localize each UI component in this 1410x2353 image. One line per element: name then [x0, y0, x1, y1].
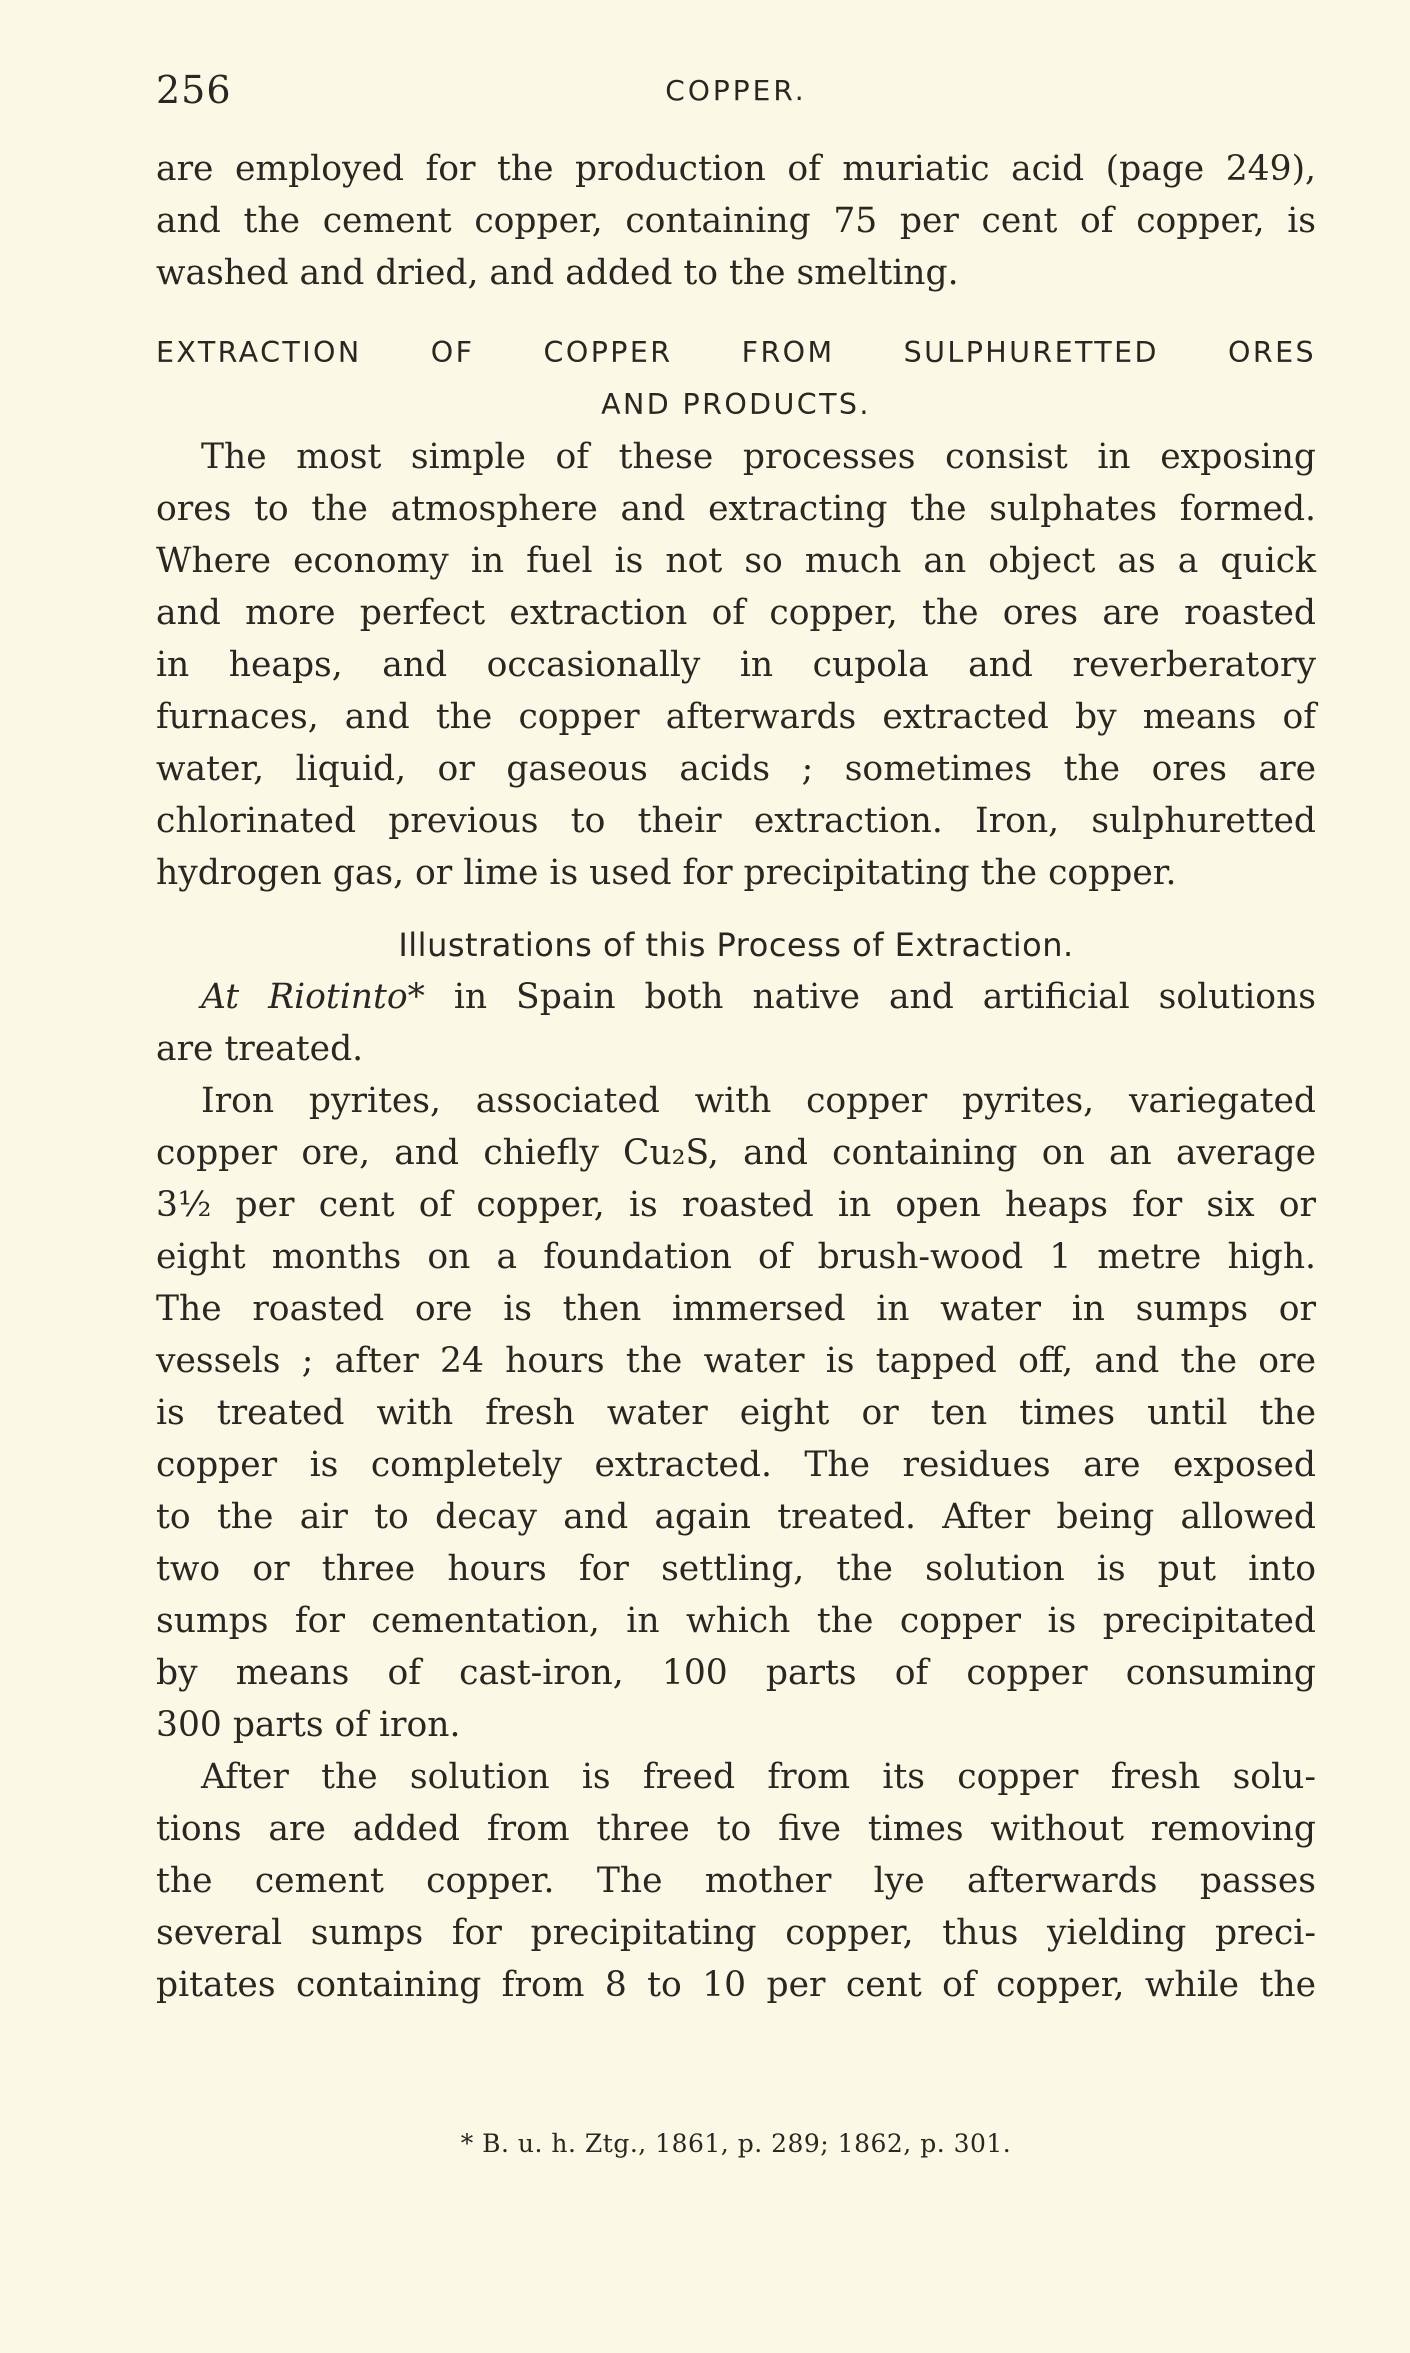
text-line: to the air to decay and again treated. After being allowed: [156, 1497, 1316, 1537]
text-line: Iron pyrites, associated with copper pyrites, variegated: [201, 1081, 1316, 1121]
text-line: and more perfect extraction of copper, the ores are roasted: [156, 593, 1316, 633]
text-line: copper ore, and chiefly Cu₂S, and containing on an average: [156, 1133, 1316, 1173]
intro-paragraph: [156, 431, 1316, 899]
section-heading-line: AND PRODUCTS.: [601, 388, 871, 421]
text-line: is treated with fresh water eight or ten times until the: [156, 1393, 1316, 1433]
text-line: ores to the atmosphere and extracting the sulphates formed.: [156, 489, 1316, 529]
riotinto-line-rest: in Spain both native and artificial solutions: [453, 977, 1317, 1017]
riotinto-paragraph: [156, 971, 1316, 1075]
text-line: water, liquid, or gaseous acids ; sometimes the ores are: [156, 749, 1316, 789]
text-line: The most simple of these processes consist in exposing: [201, 437, 1316, 477]
text-line: Where economy in fuel is not so much an object as a quick: [156, 541, 1316, 581]
text-line: copper is completely extracted. The residues are exposed: [156, 1445, 1316, 1485]
text-line: pitates containing from 8 to 10 per cent of copper, while the: [156, 1965, 1316, 2005]
text-line: are employed for the production of muriatic acid (page 249),: [156, 149, 1316, 189]
text-line: [156, 971, 1316, 1023]
text-line: vessels ; after 24 hours the water is tapped off, and the ore: [156, 1341, 1316, 1381]
text-line: eight months on a foundation of brush-wood 1 metre high.: [156, 1237, 1316, 1277]
text-line: 300 parts of iron.: [156, 1705, 461, 1745]
text-line: hydrogen gas, or lime is used for precipitating the copper.: [156, 853, 1177, 893]
text-line: the cement copper. The mother lye afterwards passes: [156, 1861, 1316, 1901]
text-line: 3½ per cent of copper, is roasted in open heaps for six or: [156, 1185, 1316, 1225]
riotinto-label: At Riotinto*: [201, 977, 425, 1017]
text-line: The roasted ore is then immersed in water in sumps or: [156, 1289, 1316, 1329]
section-heading-line: EXTRACTION OF COPPER FROM SULPHURETTED ORES: [156, 336, 1316, 369]
subheading: Illustrations of this Process of Extraction.: [398, 926, 1074, 964]
pyrites-paragraph: [156, 1075, 1316, 1751]
page-number: 256: [156, 68, 232, 112]
running-head: [156, 68, 1316, 118]
text-line: two or three hours for settling, the solution is put into: [156, 1549, 1316, 1589]
text-line: washed and dried, and added to the smelting.: [156, 253, 959, 293]
section-heading: [156, 327, 1316, 431]
continuation-paragraph: [156, 143, 1316, 299]
text-line: by means of cast-iron, 100 parts of copper consuming: [156, 1653, 1316, 1693]
text-line: several sumps for precipitating copper, thus yielding preci-: [156, 1913, 1316, 1953]
text-line: in heaps, and occasionally in cupola and reverberatory: [156, 645, 1316, 685]
text-line: tions are added from three to five times without removing: [156, 1809, 1316, 1849]
text-line: chlorinated previous to their extraction. Iron, sulphuretted: [156, 801, 1316, 841]
text-line: sumps for cementation, in which the copper is precipitated: [156, 1601, 1316, 1641]
page-body: [156, 143, 1316, 2011]
footnote: * B. u. h. Ztg., 1861, p. 289; 1862, p. 301.: [460, 2129, 1012, 2158]
running-title: COPPER.: [665, 74, 807, 107]
text-line: are treated.: [156, 1029, 364, 1069]
solution-paragraph: [156, 1751, 1316, 2011]
text-line: furnaces, and the copper afterwards extracted by means of: [156, 697, 1316, 737]
text-line: After the solution is freed from its copper fresh solu-: [201, 1757, 1316, 1797]
text-line: and the cement copper, containing 75 per cent of copper, is: [156, 201, 1316, 241]
